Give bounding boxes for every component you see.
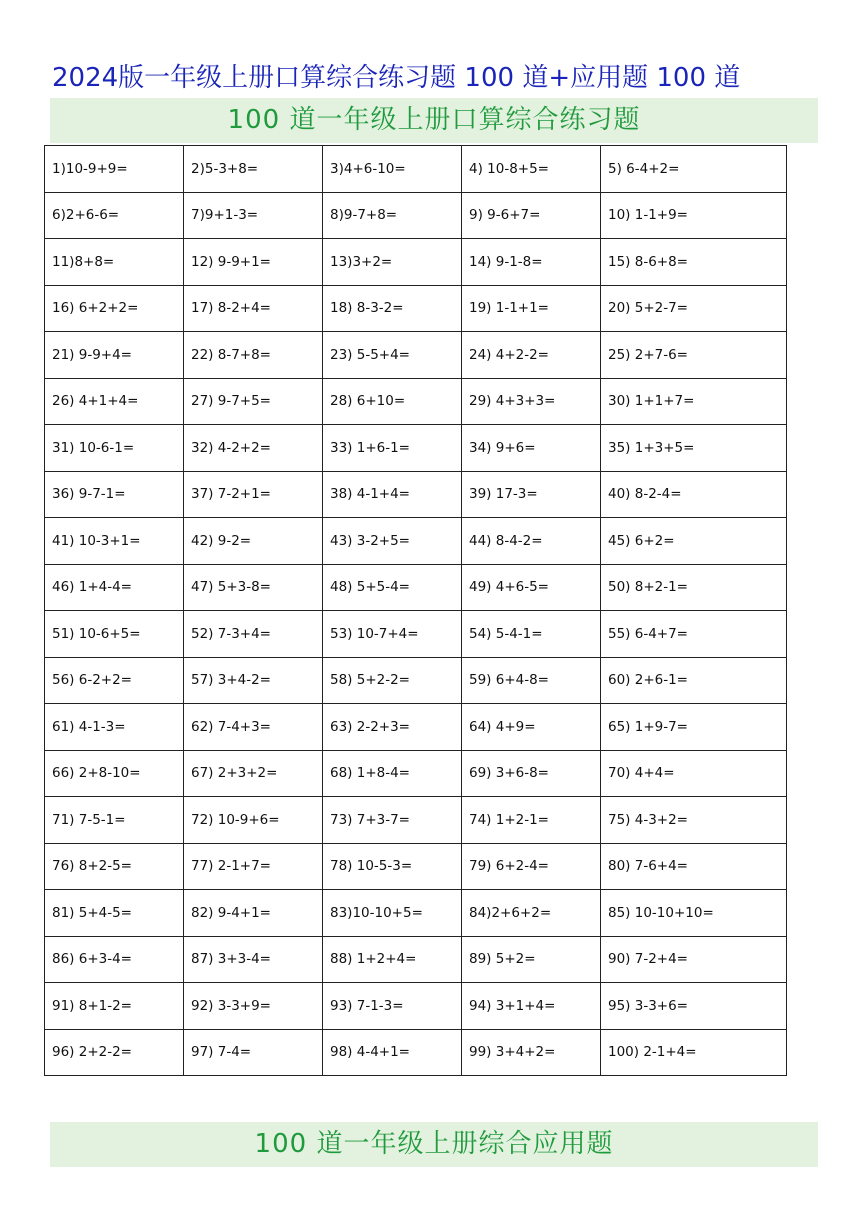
- problem-cell: 28) 6+10=: [323, 378, 462, 425]
- problem-cell: 74) 1+2-1=: [462, 797, 601, 844]
- problem-cell: 32) 4-2+2=: [184, 425, 323, 472]
- problem-cell: 93) 7-1-3=: [323, 983, 462, 1030]
- problem-cell: 63) 2-2+3=: [323, 704, 462, 751]
- arithmetic-problem-table: [44, 145, 787, 1076]
- problem-cell: 16) 6+2+2=: [45, 285, 184, 332]
- problem-cell: 46) 1+4-4=: [45, 564, 184, 611]
- problem-cell: 91) 8+1-2=: [45, 983, 184, 1030]
- problem-cell: 40) 8-2-4=: [601, 471, 787, 518]
- problem-cell: 52) 7-3+4=: [184, 611, 323, 658]
- problem-cell: 83)10-10+5=: [323, 890, 462, 937]
- table-row: [45, 192, 787, 239]
- problem-cell: 98) 4-4+1=: [323, 1029, 462, 1076]
- problem-cell: 21) 9-9+4=: [45, 332, 184, 379]
- problem-cell: 92) 3-3+9=: [184, 983, 323, 1030]
- problem-cell: 76) 8+2-5=: [45, 843, 184, 890]
- problem-cell: 35) 1+3+5=: [601, 425, 787, 472]
- problem-cell: 22) 8-7+8=: [184, 332, 323, 379]
- table-row: [45, 983, 787, 1030]
- problem-cell: 56) 6-2+2=: [45, 657, 184, 704]
- problem-cell: 67) 2+3+2=: [184, 750, 323, 797]
- table-row: [45, 239, 787, 286]
- problem-cell: 61) 4-1-3=: [45, 704, 184, 751]
- problem-cell: 72) 10-9+6=: [184, 797, 323, 844]
- table-row: [45, 797, 787, 844]
- problem-cell: 25) 2+7-6=: [601, 332, 787, 379]
- problem-cell: 54) 5-4-1=: [462, 611, 601, 658]
- table-row: [45, 564, 787, 611]
- table-row: [45, 146, 787, 193]
- problem-cell: 38) 4-1+4=: [323, 471, 462, 518]
- problem-cell: 100) 2-1+4=: [601, 1029, 787, 1076]
- section-title-word-problems: 100 道一年级上册综合应用题: [50, 1122, 818, 1167]
- document-title: 2024版一年级上册口算综合练习题 100 道+应用题 100 道: [52, 63, 741, 93]
- problem-cell: 34) 9+6=: [462, 425, 601, 472]
- problem-cell: 5) 6-4+2=: [601, 146, 787, 193]
- table-row: [45, 425, 787, 472]
- problem-cell: 77) 2-1+7=: [184, 843, 323, 890]
- problem-cell: 43) 3-2+5=: [323, 518, 462, 565]
- problem-cell: 6)2+6-6=: [45, 192, 184, 239]
- problem-cell: 11)8+8=: [45, 239, 184, 286]
- problem-cell: 60) 2+6-1=: [601, 657, 787, 704]
- problem-cell: 41) 10-3+1=: [45, 518, 184, 565]
- problem-cell: 27) 9-7+5=: [184, 378, 323, 425]
- section-title-arithmetic: 100 道一年级上册口算综合练习题: [50, 98, 818, 143]
- problem-cell: 82) 9-4+1=: [184, 890, 323, 937]
- problem-cell: 87) 3+3-4=: [184, 936, 323, 983]
- table-row: [45, 843, 787, 890]
- problem-cell: 10) 1-1+9=: [601, 192, 787, 239]
- problem-cell: 51) 10-6+5=: [45, 611, 184, 658]
- problem-cell: 1)10-9+9=: [45, 146, 184, 193]
- problem-cell: 31) 10-6-1=: [45, 425, 184, 472]
- problem-cell: 37) 7-2+1=: [184, 471, 323, 518]
- problem-cell: 81) 5+4-5=: [45, 890, 184, 937]
- problem-cell: 29) 4+3+3=: [462, 378, 601, 425]
- problem-cell: 85) 10-10+10=: [601, 890, 787, 937]
- problem-cell: 71) 7-5-1=: [45, 797, 184, 844]
- problem-cell: 80) 7-6+4=: [601, 843, 787, 890]
- problem-cell: 57) 3+4-2=: [184, 657, 323, 704]
- problem-cell: 15) 8-6+8=: [601, 239, 787, 286]
- problem-cell: 53) 10-7+4=: [323, 611, 462, 658]
- problem-cell: 30) 1+1+7=: [601, 378, 787, 425]
- table-row: [45, 378, 787, 425]
- problem-cell: 88) 1+2+4=: [323, 936, 462, 983]
- problem-cell: 26) 4+1+4=: [45, 378, 184, 425]
- problem-cell: 90) 7-2+4=: [601, 936, 787, 983]
- problem-cell: 69) 3+6-8=: [462, 750, 601, 797]
- problem-cell: 96) 2+2-2=: [45, 1029, 184, 1076]
- problem-cell: 19) 1-1+1=: [462, 285, 601, 332]
- problem-cell: 84)2+6+2=: [462, 890, 601, 937]
- table-row: [45, 471, 787, 518]
- problem-cell: 7)9+1-3=: [184, 192, 323, 239]
- problem-cell: 73) 7+3-7=: [323, 797, 462, 844]
- problem-cell: 9) 9-6+7=: [462, 192, 601, 239]
- table-row: [45, 332, 787, 379]
- table-row: [45, 611, 787, 658]
- problem-cell: 95) 3-3+6=: [601, 983, 787, 1030]
- problem-cell: 79) 6+2-4=: [462, 843, 601, 890]
- problem-cell: 4) 10-8+5=: [462, 146, 601, 193]
- table-row: [45, 704, 787, 751]
- problem-cell: 75) 4-3+2=: [601, 797, 787, 844]
- problem-cell: 14) 9-1-8=: [462, 239, 601, 286]
- problem-cell: 2)5-3+8=: [184, 146, 323, 193]
- problem-cell: 86) 6+3-4=: [45, 936, 184, 983]
- problem-cell: 78) 10-5-3=: [323, 843, 462, 890]
- problem-cell: 50) 8+2-1=: [601, 564, 787, 611]
- problem-cell: 97) 7-4=: [184, 1029, 323, 1076]
- problem-cell: 99) 3+4+2=: [462, 1029, 601, 1076]
- problem-cell: 68) 1+8-4=: [323, 750, 462, 797]
- problem-cell: 55) 6-4+7=: [601, 611, 787, 658]
- problem-cell: 17) 8-2+4=: [184, 285, 323, 332]
- problem-cell: 33) 1+6-1=: [323, 425, 462, 472]
- problem-cell: 65) 1+9-7=: [601, 704, 787, 751]
- table-row: [45, 750, 787, 797]
- table-row: [45, 936, 787, 983]
- table-row: [45, 285, 787, 332]
- table-row: [45, 518, 787, 565]
- problem-cell: 3)4+6-10=: [323, 146, 462, 193]
- problem-cell: 62) 7-4+3=: [184, 704, 323, 751]
- problem-cell: 12) 9-9+1=: [184, 239, 323, 286]
- problem-cell: 42) 9-2=: [184, 518, 323, 565]
- problem-cell: 59) 6+4-8=: [462, 657, 601, 704]
- problem-cell: 45) 6+2=: [601, 518, 787, 565]
- problem-cell: 66) 2+8-10=: [45, 750, 184, 797]
- problem-cell: 18) 8-3-2=: [323, 285, 462, 332]
- problem-cell: 49) 4+6-5=: [462, 564, 601, 611]
- problem-cell: 64) 4+9=: [462, 704, 601, 751]
- problem-cell: 23) 5-5+4=: [323, 332, 462, 379]
- problem-cell: 44) 8-4-2=: [462, 518, 601, 565]
- table-row: [45, 890, 787, 937]
- problem-cell: 47) 5+3-8=: [184, 564, 323, 611]
- problem-cell: 48) 5+5-4=: [323, 564, 462, 611]
- table-row: [45, 1029, 787, 1076]
- problem-cell: 94) 3+1+4=: [462, 983, 601, 1030]
- problem-cell: 70) 4+4=: [601, 750, 787, 797]
- problem-cell: 89) 5+2=: [462, 936, 601, 983]
- problem-cell: 24) 4+2-2=: [462, 332, 601, 379]
- problem-cell: 13)3+2=: [323, 239, 462, 286]
- problem-cell: 20) 5+2-7=: [601, 285, 787, 332]
- table-row: [45, 657, 787, 704]
- problem-cell: 58) 5+2-2=: [323, 657, 462, 704]
- problem-cell: 39) 17-3=: [462, 471, 601, 518]
- problem-cell: 8)9-7+8=: [323, 192, 462, 239]
- problem-cell: 36) 9-7-1=: [45, 471, 184, 518]
